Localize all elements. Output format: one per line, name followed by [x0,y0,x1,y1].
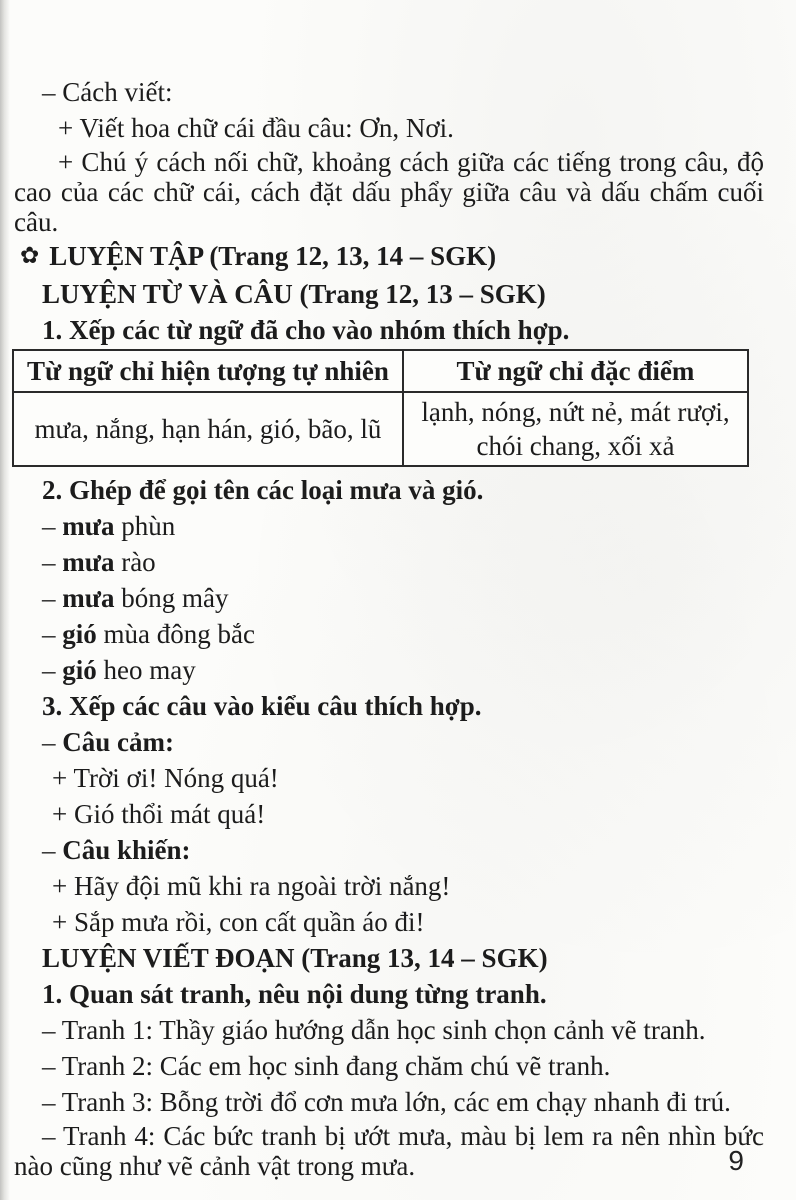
table-header-features: Từ ngữ chỉ đặc điểm [403,350,748,392]
table-cell-feature-words: lạnh, nóng, nứt nẻ, mát rượi, chói chang, xối xả [403,392,748,466]
item-keyword: mưa [62,511,115,541]
luyen-viet-doan-title: LUYỆN VIẾT ĐOẠN (Trang 13, 14 – SGK) [42,943,548,973]
item-dash: – [42,655,63,685]
cau-khien-label: Câu khiến: [62,835,191,865]
item-keyword: gió [62,619,97,649]
item-keyword: mưa [62,583,115,613]
exercise-1-heading: 1. Xếp các từ ngữ đã cho vào nhóm thích hợp. [42,315,570,345]
picture-description-1: – Tranh 1: Thầy giáo hướng dẫn học sinh chọn cảnh vẽ tranh. [42,1015,706,1045]
vocabulary-table [12,349,749,467]
page-scan-edge [0,0,10,1200]
group-dash: – [42,727,63,757]
cau-khien-group-label [14,833,764,867]
item-dash: – [42,547,63,577]
cau-cam-sentence: + Trời ơi! Nóng quá! [52,763,279,793]
intro-point-2: + Chú ý cách nối chữ, khoảng cách giữa các tiếng trong câu, độ cao của các chữ cái, cách đặt dấu phẩy giữa câu và dấu chấm cuối câu. [14,147,764,237]
exercise-3-heading: 3. Xếp các câu vào kiểu câu thích hợp. [42,691,482,721]
cau-cam-sentence: + Gió thổi mát quá! [52,799,266,829]
intro-point-1: + Viết hoa chữ cái đầu câu: Ơn, Nơi. [58,113,454,143]
rain-wind-item [14,581,764,615]
picture-description-2: – Tranh 2: Các em học sinh đang chăm chú vẽ tranh. [42,1051,611,1081]
item-dash: – [42,619,63,649]
rain-wind-item [14,545,764,579]
item-rest: bóng mây [114,583,229,613]
picture-description-3: – Tranh 3: Bỗng trời đổ cơn mưa lớn, các em chạy nhanh đi trú. [42,1087,731,1117]
item-dash: – [42,511,63,541]
item-rest: rào [114,547,156,577]
table-cell-nature-words: mưa, nắng, hạn hán, gió, bão, lũ [13,392,403,466]
cau-khien-sentence: + Hãy đội mũ khi ra ngoài trời nắng! [52,871,451,901]
flower-icon: ✿ [20,243,40,268]
page-number: 9 [728,1145,744,1176]
item-keyword: gió [62,655,97,685]
exercise-2-heading: 2. Ghép để gọi tên các loại mưa và gió. [42,475,484,505]
writing-exercise-heading: 1. Quan sát tranh, nêu nội dung từng tranh. [42,979,547,1009]
luyen-tu-va-cau-title: LUYỆN TỪ VÀ CÂU (Trang 12, 13 – SGK) [42,279,546,309]
table-header-nature: Từ ngữ chỉ hiện tượng tự nhiên [13,350,403,392]
item-rest: phùn [114,511,176,541]
cau-khien-sentence: + Sắp mưa rồi, con cất quần áo đi! [52,907,425,937]
luyen-tap-title [14,239,764,275]
luyen-tap-title-text: LUYỆN TẬP (Trang 12, 13, 14 – SGK) [49,241,497,271]
cau-cam-label: Câu cảm: [62,727,174,757]
table-row [13,392,748,466]
cau-cam-group-label [14,725,764,759]
rain-wind-item [14,509,764,543]
intro-heading: – Cách viết: [42,77,173,107]
item-rest: heo may [96,655,196,685]
item-dash: – [42,583,63,613]
page-content [14,75,764,1183]
picture-description-4: – Tranh 4: Các bức tranh bị ướt mưa, màu bị lem ra nên nhìn bức nào cũng như vẽ cảnh vật trong mưa. [14,1121,764,1181]
table-header-row [13,350,748,392]
item-keyword: mưa [62,547,115,577]
item-rest: mùa đông bắc [96,619,255,649]
group-dash: – [42,835,63,865]
rain-wind-item [14,653,764,687]
rain-wind-item [14,617,764,651]
